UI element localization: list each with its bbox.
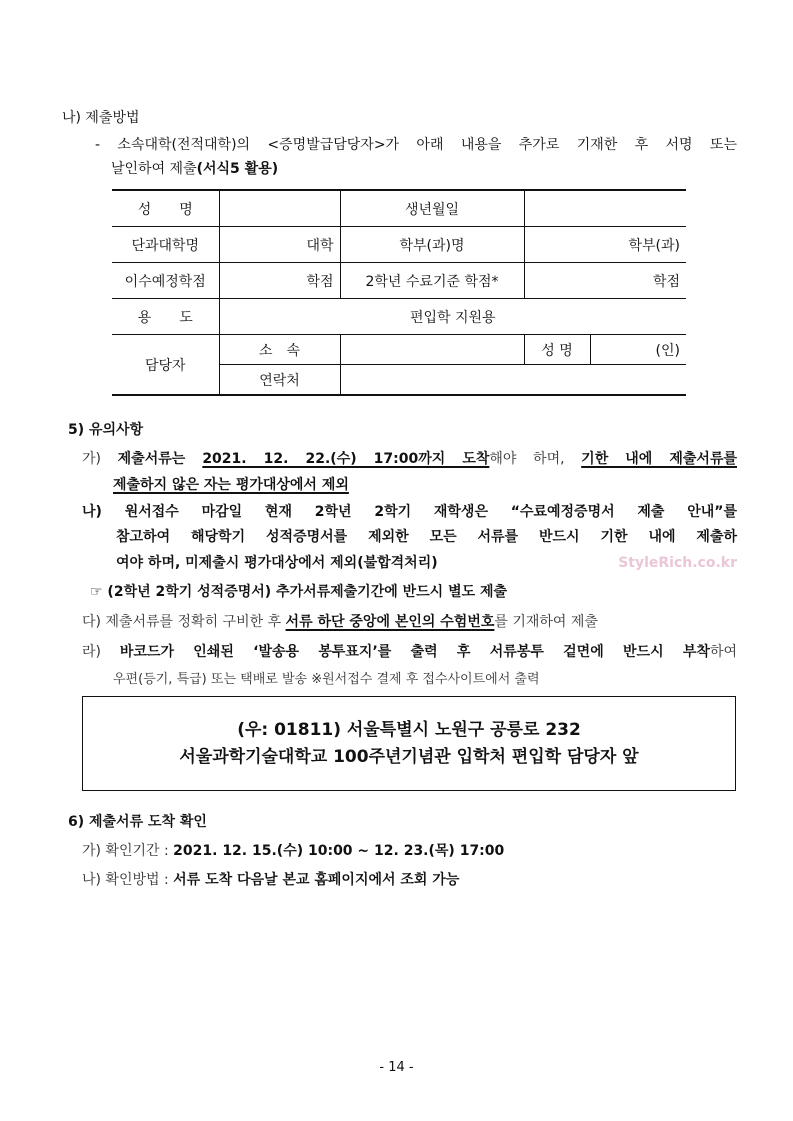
text: 바코드가 인쇄된 ‘발송용 봉투표지’를 출력 후 서류봉투 겉면에 반드시 부착 (119, 644, 710, 660)
method-line2 (111, 159, 278, 179)
cell (524, 190, 686, 227)
note-hand: ☞ (2학년 2학기 성적증명서) 추가서류제출기간에 반드시 별도 제출 (90, 584, 508, 600)
cell (219, 190, 340, 227)
address-box (82, 696, 736, 791)
text: 기한 내에 제출서류를 (581, 451, 737, 467)
deadline: 2021. 12. 22.(수) 17:00까지 도착 (202, 451, 490, 467)
label-college: 단과대학명 (112, 227, 219, 263)
label-year2-credits: 2학년 수료기준 학점* (340, 263, 524, 299)
cell (340, 335, 524, 365)
cell (340, 365, 686, 396)
confirm-period (82, 841, 504, 861)
note-na-line3: 여야 하며, 미제출시 평가대상에서 제외(불합격처리) (116, 555, 438, 571)
watermark: StyleRich.co.kr (618, 555, 737, 571)
note-ra-line2: 우편(등기, 특급) 또는 택배로 발송 ※원서접수 결제 후 접수사이트에서 출력 (113, 672, 540, 687)
label-contact: 연락처 (219, 365, 340, 396)
label-affiliation: 소 속 (219, 335, 340, 365)
note-ra-line1 (82, 642, 737, 662)
text: 하여 (709, 644, 737, 660)
text: 제출서류는 (117, 451, 203, 467)
mark: 라) (82, 644, 101, 660)
text: 제출서류를 정확히 구비한 후 (105, 614, 286, 630)
confirm-heading: 6) 제출서류 도착 확인 (68, 814, 207, 830)
label-name: 성 명 (112, 190, 219, 227)
label-usage: 용 도 (112, 299, 219, 335)
page-number: - 14 - (379, 1060, 414, 1075)
text: 서류 하단 중앙에 본인의 수험번호 (285, 614, 495, 630)
value: 서류 도착 다음날 본교 홈페이지에서 조회 가능 (173, 872, 460, 888)
label: 가) 확인기간 : (82, 843, 174, 859)
dept-unit: 학부(과) (524, 227, 686, 263)
text: 를 기재하여 제출 (494, 614, 598, 630)
college-unit: 대학 (219, 227, 340, 263)
text: 날인하여 제출 (111, 161, 197, 177)
address-line1: (우: 01811) 서울특별시 노원구 공릉로 232 (237, 719, 581, 740)
credit-unit: 학점 (219, 263, 340, 299)
label-dept: 학부(과)명 (340, 227, 524, 263)
credit-unit-2: 학점 (524, 263, 686, 299)
mark: 가) (82, 451, 101, 467)
label-manager-name: 성 명 (524, 335, 590, 365)
note-da (82, 612, 598, 632)
label-credits: 이수예정학점 (112, 263, 219, 299)
note-ga-line1 (82, 449, 737, 469)
method-heading: 나) 제출방법 (62, 110, 140, 126)
label-manager: 담당자 (112, 335, 219, 396)
label: 나) 확인방법 : (82, 872, 174, 888)
note-na-line2: 참고하여 해당학기 성적증명서를 제외한 모든 서류를 반드시 기한 내에 제출하 (116, 529, 737, 545)
value: 2021. 12. 15.(수) 10:00 ~ 12. 23.(목) 17:00 (173, 843, 505, 859)
notes-heading: 5) 유의사항 (68, 422, 144, 438)
certificate-form-table (112, 189, 686, 396)
confirm-method (82, 870, 459, 890)
form-reference: (서식5 활용) (196, 161, 279, 177)
label-birth: 생년월일 (340, 190, 524, 227)
seal-mark: (인) (590, 335, 686, 365)
address-line2: 서울과학기술대학교 100주년기념관 입학처 편입학 담당자 앞 (179, 746, 639, 767)
text: 해야 하며, (489, 451, 582, 467)
note-ga-line2: 제출하지 않은 자는 평가대상에서 제외 (113, 477, 349, 493)
note-na-line1 (82, 502, 737, 522)
usage-value: 편입학 지원용 (219, 299, 686, 335)
text: 원서접수 마감일 현재 2학년 2학기 재학생은 “수료예정증명서 제출 안내”를 (124, 504, 737, 520)
method-line1: - 소속대학(전적대학)의 <증명발급담당자>가 아래 내용을 추가로 기재한 후 서명 또는 (95, 137, 737, 153)
mark: 다) (82, 614, 101, 630)
mark: 나) (82, 504, 102, 520)
